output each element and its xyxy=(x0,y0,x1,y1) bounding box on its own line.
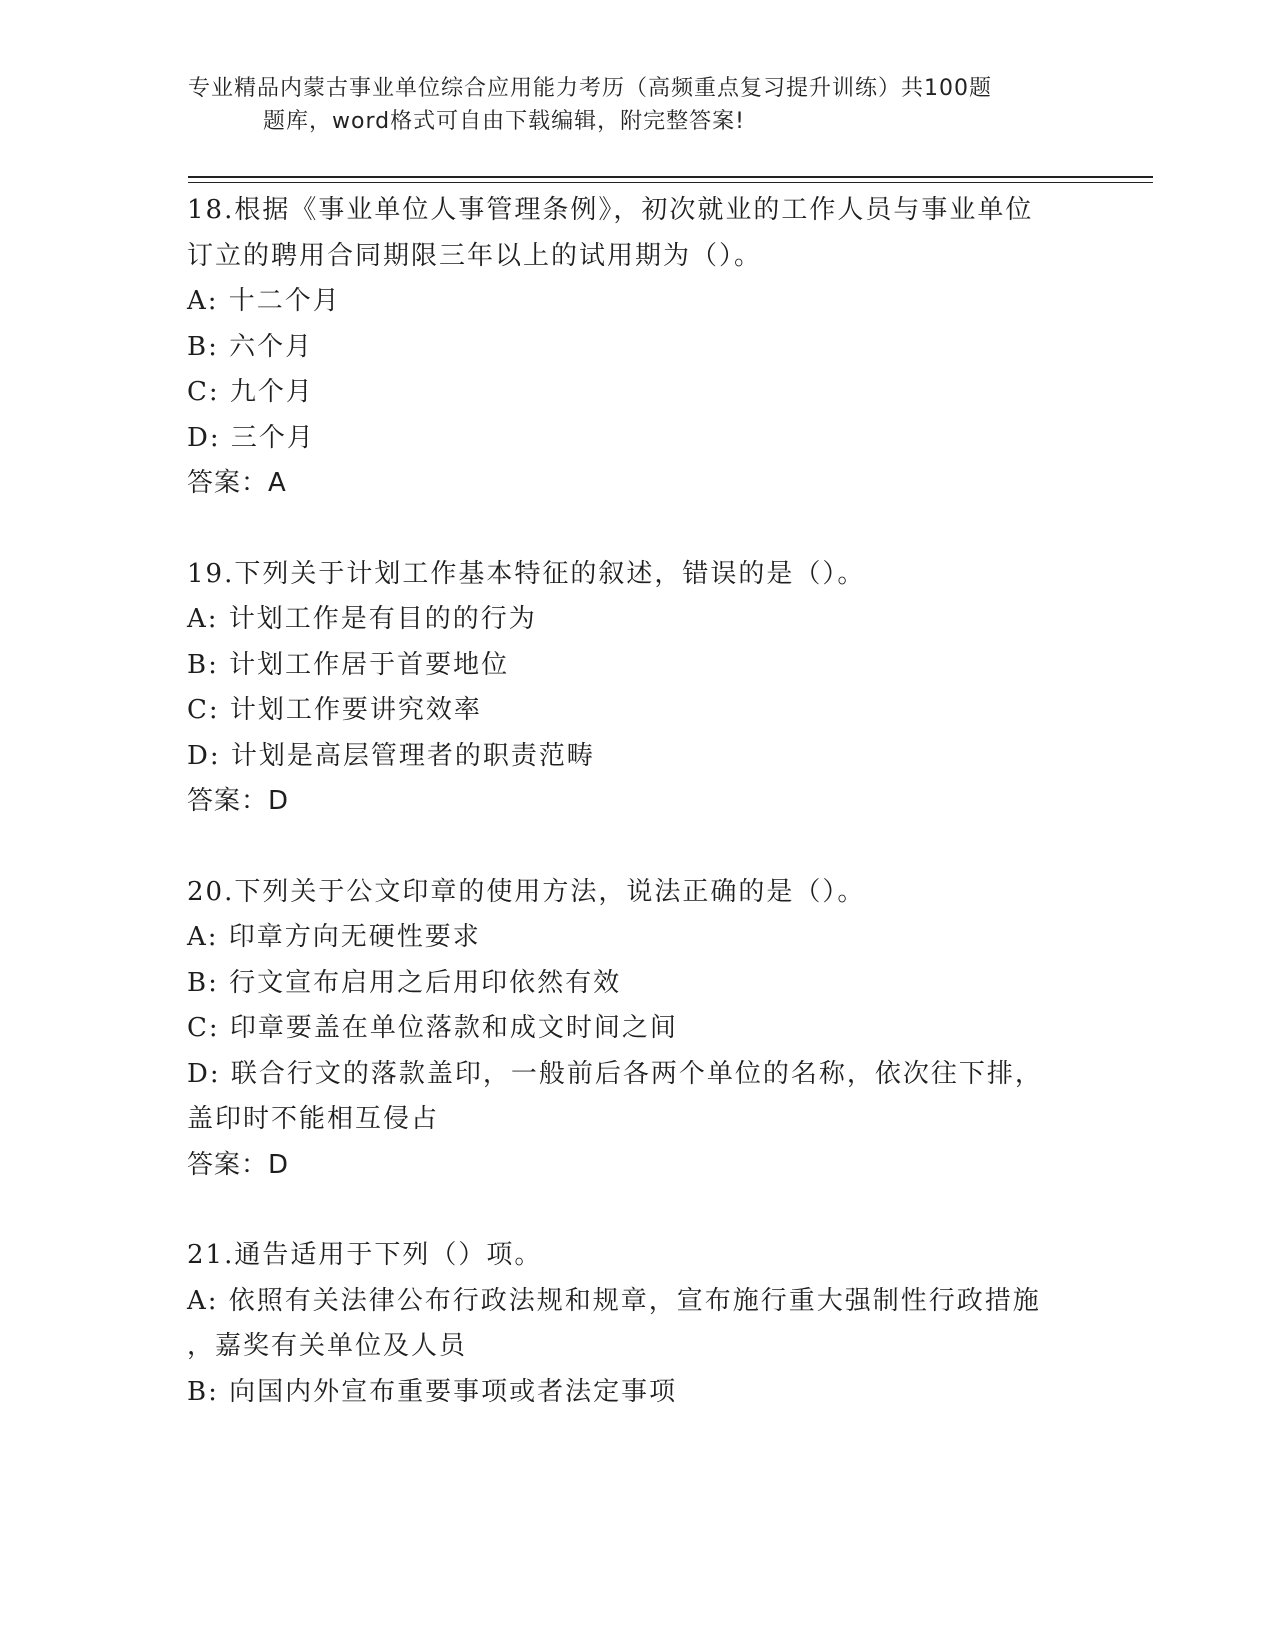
answer-option-line: B: 六个月 xyxy=(187,331,314,362)
answer-option-line: B: 计划工作居于首要地位 xyxy=(187,649,510,680)
document-title xyxy=(188,72,1068,138)
answer-option-line: C: 九个月 xyxy=(187,377,314,407)
answer-option-line: A: 依照有关法律公布行政法规和规章，宣布施行重大强制性行政措施 xyxy=(187,1285,1041,1316)
title-line-2: 题库，word格式可自由下载编辑，附完整答案! xyxy=(263,109,745,134)
question-stem-line: 18.根据《事业单位人事管理条例》，初次就业的工作人员与事业单位 xyxy=(187,195,1034,225)
question-stem-line: 订立的聘用合同期限三年以上的试用期为（）。 xyxy=(187,240,763,271)
question-block xyxy=(187,870,1087,1189)
answer-option-line: D: 三个月 xyxy=(187,422,315,453)
question-block xyxy=(187,188,1087,507)
answer-option-line: C: 印章要盖在单位落款和成文时间之间 xyxy=(187,1013,678,1043)
answer-option-line: B: 向国内外宣布重要事项或者法定事项 xyxy=(187,1376,678,1407)
answer-option-line: C: 计划工作要讲究效率 xyxy=(187,695,482,725)
question-block xyxy=(187,552,1087,825)
answer-key: 答案：A xyxy=(187,468,287,498)
question-stem-line: 20.下列关于公文印章的使用方法，说法正确的是（）。 xyxy=(187,876,866,907)
answer-option-line: D: 计划是高层管理者的职责范畴 xyxy=(187,740,595,771)
answer-option-line: D: 联合行文的落款盖印，一般前后各两个单位的名称，依次往下排， xyxy=(187,1058,1043,1089)
answer-option-line: A: 印章方向无硬性要求 xyxy=(187,922,481,952)
header-divider-thin xyxy=(188,182,1153,183)
answer-key: 答案：D xyxy=(187,1149,290,1180)
question-block xyxy=(187,1233,1087,1415)
answer-option-line: A: 十二个月 xyxy=(187,286,341,316)
answer-option-line: 盖印时不能相互侵占 xyxy=(187,1104,440,1134)
answer-key: 答案：D xyxy=(187,786,290,816)
answer-option-line: A: 计划工作是有目的的行为 xyxy=(187,604,537,634)
question-stem-line: 21.通告适用于下列（）项。 xyxy=(187,1240,543,1270)
answer-option-line: B: 行文宣布启用之后用印依然有效 xyxy=(187,967,622,998)
question-list xyxy=(187,188,1087,1415)
question-stem-line: 19.下列关于计划工作基本特征的叙述，错误的是（）。 xyxy=(187,558,866,589)
header-divider-thick xyxy=(188,176,1153,178)
title-line-1: 专业精品内蒙古事业单位综合应用能力考历（高频重点复习提升训练）共100题 xyxy=(188,76,992,101)
answer-option-line: ，嘉奖有关单位及人员 xyxy=(187,1331,468,1361)
